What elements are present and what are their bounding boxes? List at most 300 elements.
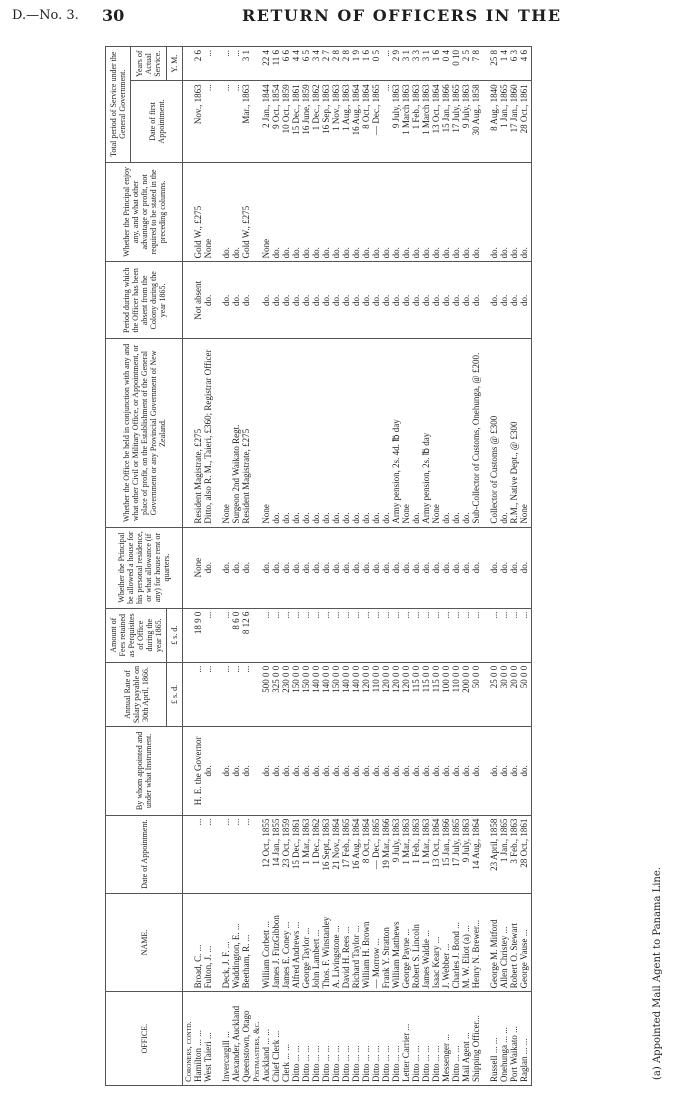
name-cell: J. Webber ... [441, 893, 451, 992]
first-appointment-cell: 9 July, 1863 [391, 81, 401, 162]
appointed-by-cell: do. [371, 727, 381, 815]
other-office-cell: Sub-Collector of Customs, Onehunga, @ £200. [471, 339, 481, 527]
years-service-cell: 25 8 [489, 47, 499, 81]
officers-table [105, 46, 532, 1086]
appointed-by-cell: do. [509, 727, 519, 815]
other-office-cell: do. [381, 339, 391, 527]
advantage-cell: do. [451, 162, 461, 262]
years-service-cell: 4 4 [291, 47, 301, 81]
fees-cell: ... [281, 608, 291, 662]
name-cell: Charles J. Bond ... [451, 893, 461, 992]
advantage-cell: do. [431, 162, 441, 262]
date-cell: 13 Oct., 1864 [431, 815, 441, 893]
house-cell: do. [411, 527, 421, 608]
table-row [489, 47, 499, 1086]
salary-cell: ... [231, 662, 241, 726]
col-appointed-by: By whom appointed and under what Instrument. [106, 727, 183, 815]
fees-cell: ... [401, 608, 411, 662]
section-heading-row [183, 47, 194, 1086]
empty-cell [481, 47, 489, 81]
first-appointment-cell: Mar., 1863 [241, 81, 251, 162]
absence-cell: do. [271, 262, 281, 339]
empty-cell [251, 727, 261, 815]
empty-cell [481, 162, 489, 262]
office-cell: Clerk ... ... [281, 992, 291, 1086]
advantage-cell: do. [509, 162, 519, 262]
appointed-by-cell: do. [221, 727, 231, 815]
empty-cell [183, 81, 194, 162]
years-service-cell: 6 6 [281, 47, 291, 81]
empty-cell [251, 815, 261, 893]
col-service: Total period of Service under the General Government. [106, 47, 131, 163]
advantage-cell: do. [391, 162, 401, 262]
salary-cell: 120 0 0 [401, 662, 411, 726]
appointed-by-cell: do. [381, 727, 391, 815]
table-row [381, 47, 391, 1086]
date-cell: ... [221, 815, 231, 893]
empty-cell [213, 662, 221, 726]
empty-cell [481, 81, 489, 162]
first-appointment-cell: ... [381, 81, 391, 162]
fees-cell: ... [499, 608, 509, 662]
section-title: Coroners, contd. [183, 992, 194, 1086]
fees-cell: ... [301, 608, 311, 662]
col-salary: Annual Rate of Salary payable on 30th April, 1866. [106, 662, 167, 726]
office-cell: Ditto ... ... [391, 992, 401, 1086]
table-row [411, 47, 421, 1086]
fees-cell: ... [351, 608, 361, 662]
empty-cell [481, 339, 489, 527]
advantage-cell: do. [291, 162, 301, 262]
first-appointment-cell: 17 Jan., 1860 [509, 81, 519, 162]
other-office-cell: Army pension, 2s. ℔ day [421, 339, 431, 527]
house-cell: do. [401, 527, 411, 608]
advantage-cell: do. [281, 162, 291, 262]
fees-cell: ... [271, 608, 281, 662]
other-office-cell: Collector of Customs @ £300 [489, 339, 499, 527]
advantage-cell: None [261, 162, 271, 262]
years-service-cell: 11 6 [271, 47, 281, 81]
date-cell: 1 Mar., 1863 [301, 815, 311, 893]
first-appointment-cell: 9 Oct., 1854 [271, 81, 281, 162]
office-cell: Ditto ... ... [371, 992, 381, 1086]
absence-cell: do. [421, 262, 431, 339]
salary-cell: 120 0 0 [391, 662, 401, 726]
col-fees: Amount of Fees retained as Perquisites of Office during the year 1865. [106, 608, 167, 662]
salary-cell: 50 0 0 [471, 662, 481, 726]
fees-cell: ... [411, 608, 421, 662]
other-office-cell: None [519, 339, 532, 527]
table-row [301, 47, 311, 1086]
absence-cell: do. [331, 262, 341, 339]
advantage-cell: do. [331, 162, 341, 262]
empty-cell [213, 262, 221, 339]
table-row [291, 47, 301, 1086]
first-appointment-cell: 1 Jan., 1865 [499, 81, 509, 162]
table-row [441, 47, 451, 1086]
date-cell: 3 Feb., 1863 [509, 815, 519, 893]
house-cell: do. [351, 527, 361, 608]
fees-cell: ... [341, 608, 351, 662]
col-first-appointment: Date of first Appointment. [131, 81, 183, 162]
salary-cell: 30 0 0 [499, 662, 509, 726]
col-date: Date of Appointment. [106, 815, 183, 893]
salary-cell: 140 0 0 [311, 662, 321, 726]
empty-cell [251, 81, 261, 162]
salary-cell: ... [241, 662, 251, 726]
salary-cell: 100 0 0 [441, 662, 451, 726]
house-cell: do. [331, 527, 341, 608]
empty-cell [251, 893, 261, 992]
salary-cell: 110 0 0 [451, 662, 461, 726]
absence-cell: do. [499, 262, 509, 339]
years-service-cell: 1 6 [431, 47, 441, 81]
date-cell: 21 Nov., 1864 [331, 815, 341, 893]
name-cell: Fulton, J. ... [203, 893, 213, 992]
fees-units: £ s. d. [167, 608, 183, 662]
salary-cell: 110 0 0 [371, 662, 381, 726]
appointed-by-cell: do. [291, 727, 301, 815]
empty-cell [251, 47, 261, 81]
years-service-cell: 3 1 [401, 47, 411, 81]
absence-cell: do. [471, 262, 481, 339]
empty-cell [183, 893, 194, 992]
appointed-by-cell: do. [411, 727, 421, 815]
office-cell: Ditto ... ... [411, 992, 421, 1086]
other-office-cell: do. [351, 339, 361, 527]
advantage-cell: do. [311, 162, 321, 262]
first-appointment-cell: 10 Oct., 1859 [281, 81, 291, 162]
appointed-by-cell: do. [321, 727, 331, 815]
advantage-cell: do. [381, 162, 391, 262]
date-cell: 17 July, 1865 [451, 815, 461, 893]
house-cell: do. [203, 527, 213, 608]
empty-cell [481, 727, 489, 815]
appointed-by-cell: do. [331, 727, 341, 815]
office-cell: Shipping Officer... [471, 992, 481, 1086]
table-row [203, 47, 213, 1086]
empty-cell [183, 162, 194, 262]
fees-cell: 8 6 0 [231, 608, 241, 662]
office-cell: Ditto ... ... [291, 992, 301, 1086]
office-cell: Ditto ... ... [421, 992, 431, 1086]
house-cell: do. [221, 527, 231, 608]
name-cell: Thos. F. Winstanley [321, 893, 331, 992]
advantage-cell: do. [321, 162, 331, 262]
name-cell: John Lambert ... [311, 893, 321, 992]
other-office-cell: do. [461, 339, 471, 527]
house-cell: do. [431, 527, 441, 608]
col-years-service: Years of Actual Service. [131, 47, 167, 81]
name-cell: James Waldie ... [421, 893, 431, 992]
name-cell: George Payne ... [401, 893, 411, 992]
office-cell: Queenstown, Otago [241, 992, 251, 1086]
appointed-by-cell: do. [519, 727, 532, 815]
salary-cell: ... [193, 662, 203, 726]
house-cell: do. [451, 527, 461, 608]
table-row [451, 47, 461, 1086]
first-appointment-cell: 13 Oct., 1864 [431, 81, 441, 162]
col-name: NAME. [106, 893, 183, 992]
office-cell: Mail Agent ... [461, 992, 471, 1086]
fees-cell: ... [361, 608, 371, 662]
house-cell: do. [291, 527, 301, 608]
page-number: 30 [102, 6, 125, 25]
appointed-by-cell: do. [451, 727, 461, 815]
date-cell: 1 Dec., 1862 [311, 815, 321, 893]
fees-cell: ... [321, 608, 331, 662]
appointed-by-cell: do. [431, 727, 441, 815]
office-cell: Ditto ... ... [361, 992, 371, 1086]
name-cell: William H. Brown [361, 893, 371, 992]
advantage-cell: do. [499, 162, 509, 262]
appointed-by-cell: do. [361, 727, 371, 815]
name-cell: Alfred Andrews ... [291, 893, 301, 992]
first-appointment-cell: 16 Sep., 1863 [321, 81, 331, 162]
house-cell: do. [489, 527, 499, 608]
name-cell: George M. Mitford [489, 893, 499, 992]
first-appointment-cell: 16 June, 1859 [301, 81, 311, 162]
years-service-cell: 1 4 [499, 47, 509, 81]
advantage-cell: Gold W., £275 [241, 162, 251, 262]
other-office-cell: do. [291, 339, 301, 527]
years-service-cell: 3 4 [311, 47, 321, 81]
empty-cell [183, 662, 194, 726]
table-row [351, 47, 361, 1086]
absence-cell: do. [351, 262, 361, 339]
years-service-cell: 2 5 [461, 47, 471, 81]
appointed-by-cell: H. E. the Governor [193, 727, 203, 815]
fees-cell: ... [291, 608, 301, 662]
absence-cell: do. [411, 262, 421, 339]
appointed-by-cell: do. [441, 727, 451, 815]
fees-cell: ... [471, 608, 481, 662]
date-cell: 15 Dec., 1861 [291, 815, 301, 893]
house-cell: do. [391, 527, 401, 608]
years-service-cell: 1 9 [351, 47, 361, 81]
table-row [509, 47, 519, 1086]
advantage-cell: do. [371, 162, 381, 262]
empty-cell [213, 81, 221, 162]
date-cell: 28 Oct., 1861 [519, 815, 532, 893]
absence-cell: do. [371, 262, 381, 339]
house-cell: do. [311, 527, 321, 608]
house-cell: do. [371, 527, 381, 608]
page-title: RETURN OF OFFICERS IN THE [242, 6, 562, 25]
empty-cell [183, 727, 194, 815]
fees-cell: ... [311, 608, 321, 662]
house-cell: do. [421, 527, 431, 608]
first-appointment-cell: 1 Dec., 1862 [311, 81, 321, 162]
salary-cell: 140 0 0 [341, 662, 351, 726]
years-service-cell: 1 6 [361, 47, 371, 81]
absence-cell: do. [489, 262, 499, 339]
house-cell: do. [381, 527, 391, 608]
salary-cell: 150 0 0 [291, 662, 301, 726]
name-cell: Richard Taylor ... [351, 893, 361, 992]
advantage-cell: do. [489, 162, 499, 262]
years-service-cell: 3 1 [241, 47, 251, 81]
col-absence: Period during which the Officer has been absent from the Colony during the year 1865. [106, 262, 183, 339]
first-appointment-cell: 1 Aug., 1863 [341, 81, 351, 162]
office-cell: Ditto ... ... [341, 992, 351, 1086]
house-cell: do. [301, 527, 311, 608]
absence-cell: do. [441, 262, 451, 339]
other-office-cell: do. [411, 339, 421, 527]
empty-cell [213, 815, 221, 893]
first-appointment-cell: 1 Feb., 1863 [411, 81, 421, 162]
house-cell: do. [271, 527, 281, 608]
years-service-cell: 2 8 [331, 47, 341, 81]
table-row [401, 47, 411, 1086]
date-cell: 1 Feb., 1863 [411, 815, 421, 893]
fees-cell: ... [441, 608, 451, 662]
document-reference: D.—No. 3. [12, 8, 79, 23]
years-service-cell: 6 5 [301, 47, 311, 81]
other-office-cell: Ditto, also R. M., Taieri, £360; Registrar Officer [203, 339, 213, 527]
advantage-cell: do. [401, 162, 411, 262]
appointed-by-cell: do. [351, 727, 361, 815]
house-cell: do. [461, 527, 471, 608]
salary-cell: ... [203, 662, 213, 726]
office-cell: Russell ... ... [489, 992, 499, 1086]
name-cell: A. Livingstone ... [331, 893, 341, 992]
spacer-row [213, 47, 221, 1086]
footnote: (a) Appointed Mail Agent to Panama Line. [652, 867, 663, 1080]
date-cell: 1 Jan., 1865 [499, 815, 509, 893]
table-row [371, 47, 381, 1086]
fees-cell: ... [461, 608, 471, 662]
name-cell: James J. FitzGibbon [271, 893, 281, 992]
other-office-cell: Resident Magistrate, £275 [241, 339, 251, 527]
absence-cell: do. [461, 262, 471, 339]
years-service-cell: 2 7 [321, 47, 331, 81]
other-office-cell: Resident Magistrate, £275 [193, 339, 203, 527]
empty-cell [213, 727, 221, 815]
other-office-cell: None [401, 339, 411, 527]
absence-cell: do. [301, 262, 311, 339]
fees-cell: ... [519, 608, 532, 662]
absence-cell: do. [231, 262, 241, 339]
empty-cell [183, 815, 194, 893]
appointed-by-cell: do. [489, 727, 499, 815]
first-appointment-cell: ... [203, 81, 213, 162]
salary-cell: 150 0 0 [331, 662, 341, 726]
date-cell: ... [193, 815, 203, 893]
date-cell: ... [203, 815, 213, 893]
table-row [341, 47, 351, 1086]
empty-cell [251, 162, 261, 262]
name-cell: Waddington, E. ... [231, 893, 241, 992]
col-office: OFFICE. [106, 992, 183, 1086]
date-cell: — Dec., 1865 [371, 815, 381, 893]
appointed-by-cell: do. [421, 727, 431, 815]
name-cell: Frank Y. Stratton [381, 893, 391, 992]
first-appointment-cell: 1 March 1863 [421, 81, 431, 162]
office-cell: Messenger ... [441, 992, 451, 1086]
house-cell: do. [241, 527, 251, 608]
col-house: Whether the Principal be allowed a house for his personal residence, or what allowance (if any) for house rent or quarters. [106, 527, 183, 608]
salary-cell: 120 0 0 [361, 662, 371, 726]
date-cell: 15 Jan., 1866 [441, 815, 451, 893]
table-row [311, 47, 321, 1086]
advantage-cell: do. [231, 162, 241, 262]
absence-cell: do. [341, 262, 351, 339]
section-title: Postmasters, &c. [251, 992, 261, 1086]
office-cell: Auckland ... ... [261, 992, 271, 1086]
office-cell: Port Waikato ... [509, 992, 519, 1086]
house-cell: do. [441, 527, 451, 608]
other-office-cell: do. [281, 339, 291, 527]
salary-cell: 50 0 0 [519, 662, 532, 726]
fees-cell: ... [421, 608, 431, 662]
date-cell: 17 Feb., 1865 [341, 815, 351, 893]
office-cell: Ditto ... ... [431, 992, 441, 1086]
officers-table-landscape [105, 46, 700, 1086]
office-cell: Onehunga ... ... [499, 992, 509, 1086]
other-office-cell: do. [451, 339, 461, 527]
empty-cell [251, 662, 261, 726]
salary-cell: 115 0 0 [431, 662, 441, 726]
advantage-cell: do. [461, 162, 471, 262]
date-cell: 19 Mar., 1866 [381, 815, 391, 893]
years-service-cell: ... [203, 47, 213, 81]
name-cell: William Matthews [391, 893, 401, 992]
years-service-cell: 3 3 [411, 47, 421, 81]
empty-cell [183, 339, 194, 527]
absence-cell: Not absent [193, 262, 203, 339]
salary-cell: 325 0 0 [271, 662, 281, 726]
fees-cell: ... [431, 608, 441, 662]
first-appointment-cell: 28 Oct., 1861 [519, 81, 532, 162]
appointed-by-cell: do. [471, 727, 481, 815]
first-appointment-cell: 30 Aug., 1858 [471, 81, 481, 162]
fees-cell: ... [509, 608, 519, 662]
fees-cell: ... [331, 608, 341, 662]
salary-cell: 230 0 0 [281, 662, 291, 726]
appointed-by-cell: do. [499, 727, 509, 815]
fees-cell: ... [203, 608, 213, 662]
office-cell: Ditto ... ... [351, 992, 361, 1086]
date-cell: 1 Mar., 1863 [421, 815, 431, 893]
office-cell: Ditto ... ... [321, 992, 331, 1086]
absence-cell: do. [281, 262, 291, 339]
first-appointment-cell: Nov., 1863 [193, 81, 203, 162]
section-heading-row [251, 47, 261, 1086]
office-cell: Ditto ... ... [381, 992, 391, 1086]
date-cell: 16 Sept., 1863 [321, 815, 331, 893]
salary-cell: ... [221, 662, 231, 726]
other-office-cell: Surgeon 2nd Waikato Regt. [231, 339, 241, 527]
advantage-cell: do. [519, 162, 532, 262]
house-cell: do. [499, 527, 509, 608]
first-appointment-cell: 1 Nov., 1863 [331, 81, 341, 162]
name-cell: M. W. Eliot (a) ... [461, 893, 471, 992]
office-cell: Ditto ... ... [451, 992, 461, 1086]
appointed-by-cell: do. [391, 727, 401, 815]
office-cell: Invercargill ... [221, 992, 231, 1086]
empty-cell [213, 992, 221, 1086]
date-cell: ... [231, 815, 241, 893]
office-cell: Letter Carrier ... [401, 992, 411, 1086]
years-service-cell: 7 8 [471, 47, 481, 81]
appointed-by-cell: do. [461, 727, 471, 815]
table-row [361, 47, 371, 1086]
appointed-by-cell: do. [401, 727, 411, 815]
appointed-by-cell: do. [301, 727, 311, 815]
date-cell: ... [241, 815, 251, 893]
name-cell: — Morrow ... [371, 893, 381, 992]
